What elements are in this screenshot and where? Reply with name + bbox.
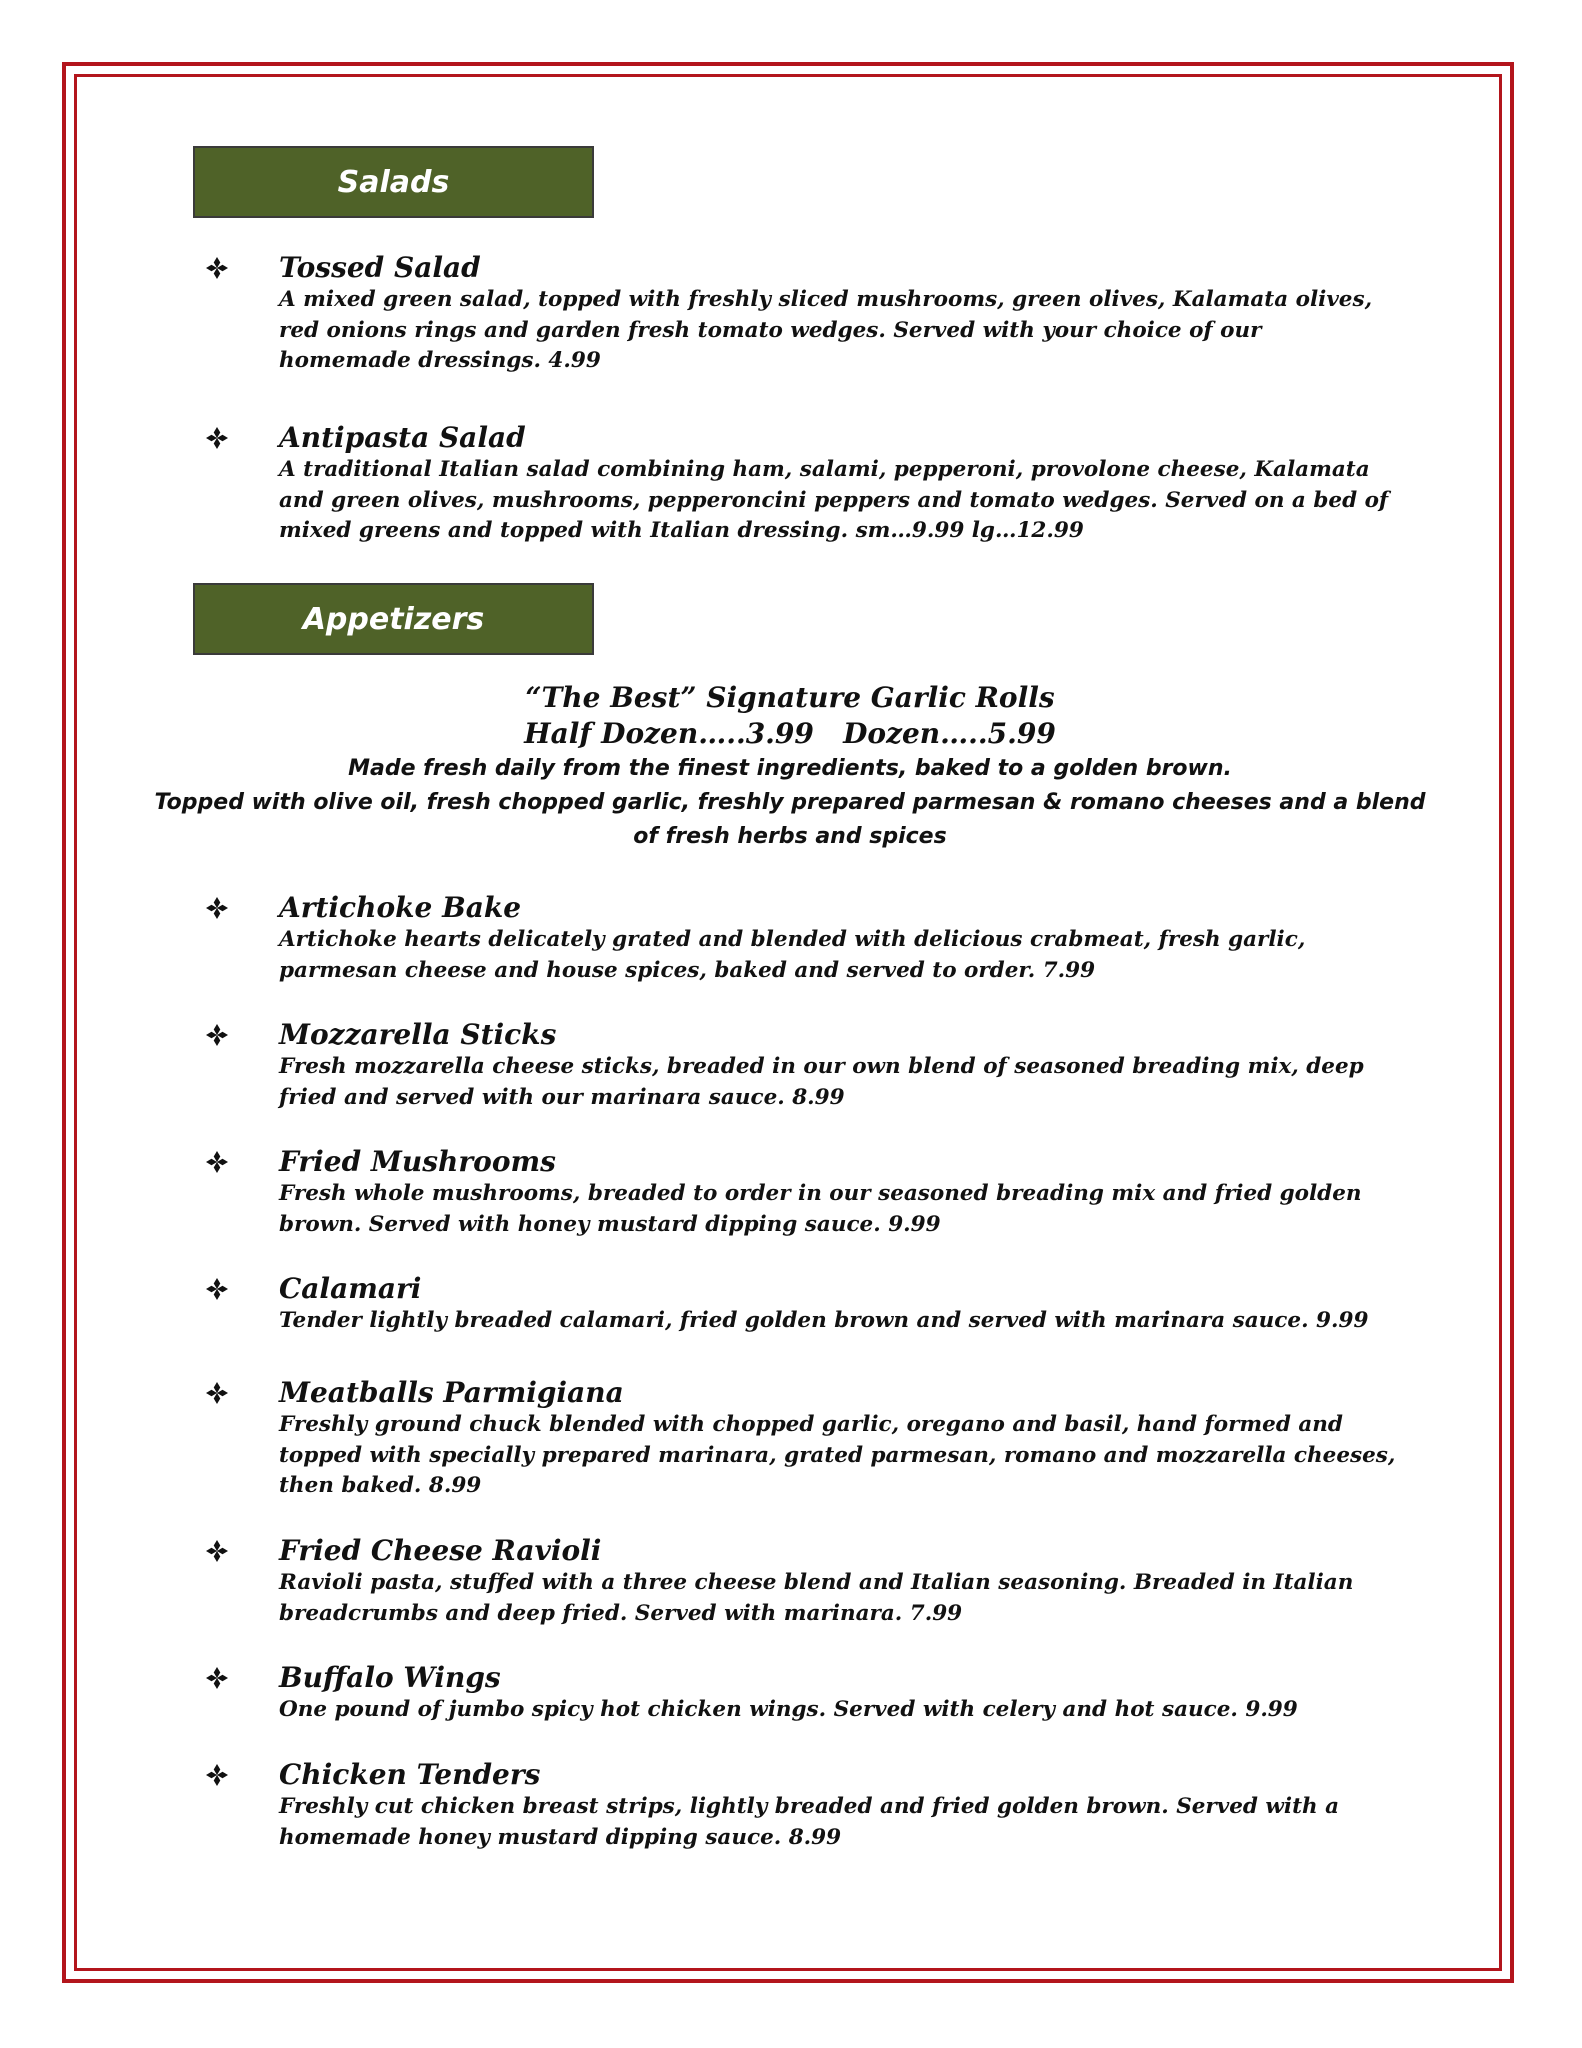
diamond-bullet-icon <box>206 257 228 279</box>
garlic-rolls-prices: Half Dozen…..3.99 Dozen…..5.99 <box>524 717 1056 750</box>
item-description: Artichoke hearts delicately grated and blended with delicious crabmeat, fresh garlic, parmesan cheese and house spices, baked and served to order. 7.99 <box>279 927 1306 983</box>
diamond-bullet-icon <box>206 1278 228 1300</box>
item-name: Buffalo Wings <box>279 1661 501 1694</box>
item-description: Ravioli pasta, stuffed with a three cheese blend and Italian seasoning. Breaded in Italian breadcrumbs and deep fried. Served with marinara. 7.99 <box>279 1570 1354 1626</box>
item-description: One pound of jumbo spicy hot chicken wings. Served with celery and hot sauce. 9.99 <box>279 1697 1298 1722</box>
salads-header <box>193 146 594 218</box>
item-description: A traditional Italian salad combining ham, salami, pepperoni, provolone cheese, Kalamata and green olives, mushrooms, pepperoncini peppers and tomato wedges. Served on a bed of mixed greens and topped with Italian dressing. sm…9.99 lg…12.99 <box>279 457 1389 543</box>
diamond-bullet-icon <box>206 1540 228 1562</box>
item-name: Fried Mushrooms <box>279 1145 556 1178</box>
diamond-bullet-icon <box>206 427 228 449</box>
item-name: Fried Cheese Ravioli <box>279 1534 602 1567</box>
appetizers-header-label: Appetizers <box>302 601 485 637</box>
item-description: Freshly cut chicken breast strips, lightly breaded and fried golden brown. Served with a homemade honey mustard dipping sauce. 8.99 <box>279 1794 1340 1850</box>
item-description: Tender lightly breaded calamari, fried golden brown and served with marinara sauce. 9.99 <box>279 1308 1369 1333</box>
item-name: Tossed Salad <box>279 251 481 284</box>
garlic-rolls-desc-3: of fresh herbs and spices <box>633 824 947 849</box>
item-description: Fresh mozzarella cheese sticks, breaded in our own blend of seasoned breading mix, deep fried and served with our marinara sauce. 8.99 <box>279 1054 1364 1110</box>
diamond-bullet-icon <box>206 1764 228 1786</box>
item-description: Freshly ground chuck blended with chopped garlic, oregano and basil, hand formed and topped with specially prepared marinara, grated parmesan, romano and mozzarella cheeses, then baked. 8.99 <box>279 1412 1396 1498</box>
item-description: Fresh whole mushrooms, breaded to order in our seasoned breading mix and fried golden brown. Served with honey mustard dipping sauce. 9.99 <box>279 1181 1362 1237</box>
item-name: Calamari <box>279 1272 422 1305</box>
garlic-rolls-desc-1: Made fresh daily from the finest ingredients, baked to a golden brown. <box>348 756 1232 781</box>
item-description: A mixed green salad, topped with freshly sliced mushrooms, green olives, Kalamata olives, red onions rings and garden fresh tomato wedges. Served with your choice of our homemade dressings. 4.99 <box>279 287 1373 373</box>
item-name: Meatballs Parmigiana <box>279 1376 624 1409</box>
salads-header-label: Salads <box>337 164 450 200</box>
diamond-bullet-icon <box>206 1024 228 1046</box>
item-name: Chicken Tenders <box>279 1758 541 1791</box>
garlic-rolls-desc-2: Topped with olive oil, fresh chopped garlic, freshly prepared parmesan & romano cheeses and a blend <box>154 790 1426 815</box>
diamond-bullet-icon <box>206 1382 228 1404</box>
diamond-bullet-icon <box>206 1151 228 1173</box>
item-name: Artichoke Bake <box>279 891 522 924</box>
garlic-rolls-title: “The Best” Signature Garlic Rolls <box>525 681 1055 714</box>
item-name: Mozzarella Sticks <box>279 1018 557 1051</box>
diamond-bullet-icon <box>206 897 228 919</box>
diamond-bullet-icon <box>206 1667 228 1689</box>
garlic-rolls-feature <box>120 680 1460 854</box>
appetizers-header <box>193 583 594 655</box>
item-name: Antipasta Salad <box>279 421 526 454</box>
